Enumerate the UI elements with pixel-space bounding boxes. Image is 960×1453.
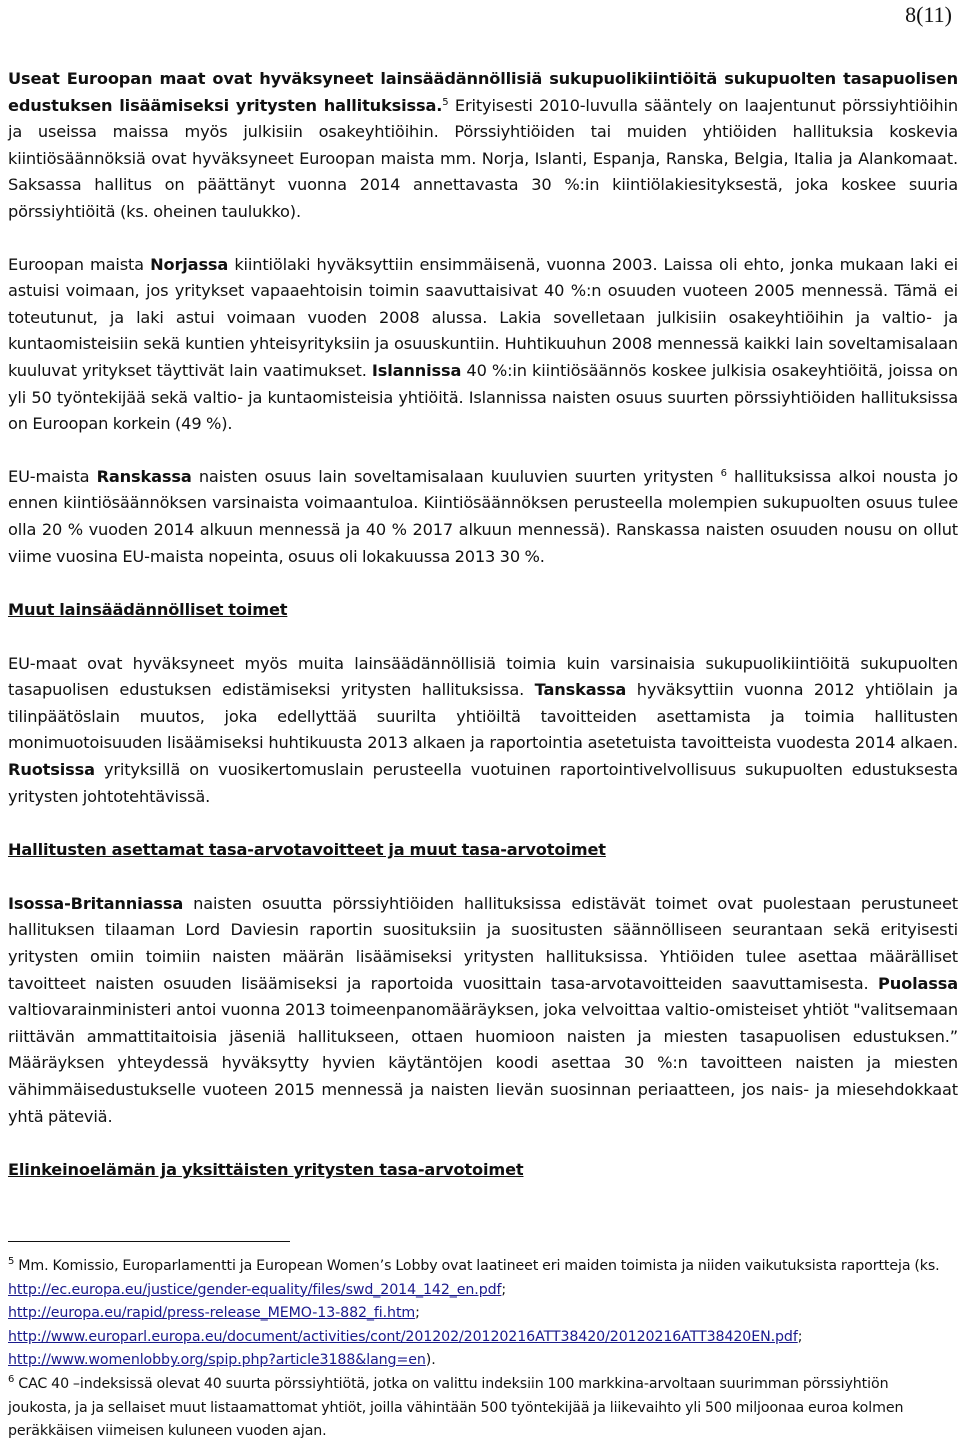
- uk-text: naisten osuutta pörssiyhtiöiden hallituksissa edistävät toimet ovat puolestaan perustuneet hallituksen tilaaman Lord Daviesin raportin suosituksiin ja suositusten säännölliseen seurantaan sekä erityisesti yritysten omiin toimiin naisten määrän lisäämiseksi yritysten hallituksissa. Yhtiöiden tulee asettaa määrälliset tavoitteet naisten osuuden lisäämiseksi ja raportoida vuosittain tasa-arvotavoitteiden saavuttamisesta.: [8, 893, 958, 993]
- other-legislation-text-b: hyväksyttiin vuonna 2012 yhtiölain ja tilinpäätöslain muutos, joka edellyttää suurilta yhtiöiltä tavoitteiden asettamista ja toimia hallitusten monimuotoisuuden lisäämiseksi huhtikuusta 2013 alkaen ja raportointia asetetuista tavoitteista vuodesta 2014 alkaen.: [8, 680, 958, 753]
- country-isossa-britanniassa: Isossa-Britanniassa: [8, 893, 184, 913]
- norway-text-a: Euroopan maista: [8, 254, 151, 274]
- paragraph-france: [8, 464, 958, 570]
- document-body: [8, 66, 958, 1184]
- footnote-link-ec-europa[interactable]: http://ec.europa.eu/justice/gender-equality/files/swd_2014_142_en.pdf: [8, 1281, 502, 1298]
- intro-text: Erityisesti 2010-luvulla sääntely on laajentunut pörssiyhtiöihin ja useissa maissa myös julkisiin osakeyhtiöihin. Pörssiyhtiöiden tai muiden yhtiöiden hallituksia koskevia kiintiösäännöksiä ovat hyväksyneet Euroopan maista mm. Norja, Islanti, Espanja, Ranska, Belgia, Italia ja Alankomaat. Saksassa hallitus on päättänyt vuonna 2014 annettavasta 30 %:in kiintiölakiesityksestä, joka koskee suuria pörssiyhtiöitä (ks. oheinen taulukko).: [8, 95, 958, 221]
- footnote-6-mark: 6: [8, 1373, 15, 1385]
- country-ruotsissa: Ruotsissa: [8, 760, 95, 780]
- footnote-ref-6[interactable]: 6: [720, 467, 727, 479]
- other-legislation-text-c: yrityksillä on vuosikertomuslain perusteella vuotuinen raportointivelvollisuus sukupuolten edustuksesta yritysten johtotehtävissä.: [8, 760, 958, 806]
- country-norjassa: Norjassa: [150, 254, 229, 274]
- footnote-ref-5[interactable]: 5: [442, 96, 449, 108]
- france-text-a: EU-maista: [8, 466, 97, 486]
- footnote-link-europa-rapid[interactable]: http://europa.eu/rapid/press-release_MEMO-13-882_fi.htm: [8, 1305, 416, 1322]
- paragraph-other-legislation: [8, 651, 958, 811]
- paragraph-government-targets: [8, 891, 958, 1130]
- other-legislation-text-a: EU-maat ovat hyväksyneet myös muita lainsäädännöllisiä toimia kuin varsinaisia sukupuolikiintiöitä sukupuolten tasapuolisen edustuksen edistämiseksi yritysten hallituksissa.: [8, 653, 958, 700]
- section-heading-government-targets: Hallitusten asettamat tasa-arvotavoitteet ja muut tasa-arvotoimet: [8, 840, 606, 860]
- footnote-separator: [8, 1241, 290, 1242]
- footnote-6-text: CAC 40 –indeksissä olevat 40 suurta pörssiyhtiötä, jotka on valittu indeksiin 100 markkina-arvoltaan suurimman pörssiyhtiön joukosta, ja ja sellaiset muut listaamattomat yhtiöt, joilla vähintään 500 työntekijää ja liikevaihto yli 500 miljoonaa euroa kolmen peräkkäisen viimeisen kuluneen vuoden ajan.: [8, 1375, 904, 1440]
- footnote-link-europarl[interactable]: http://www.europarl.europa.eu/document/activities/cont/201202/20120216ATT38420/20120216ATT38420EN.pdf: [8, 1328, 798, 1345]
- section-heading-other-legislation: Muut lainsäädännölliset toimet: [8, 600, 288, 620]
- france-text-c: hallituksissa alkoi nousta jo ennen kiintiösäännöksen varsinaista voimaantuloa. Kiintiösäännöksen perusteella molempien sukupuolten osuus tulee olla 20 % vuoden 2014 alkuun mennessä ja 40 % 2017 alkuun mennessä). Ranskassa naisten osuuden nousu on ollut viime vuosina EU-maista nopeinta, osuus oli lokakuussa 2013 30 %.: [8, 466, 959, 566]
- footnote-5: [8, 1255, 953, 1373]
- france-text-b: naisten osuus lain soveltamisalaan kuuluvien suurten yritysten: [191, 466, 721, 486]
- iceland-text: 40 %:in kiintiösäännös koskee julkisia osakeyhtiöitä, joissa on yli 50 työntekijää sekä valtio- ja kuntaomisteisia yhtiöitä. Islannissa naisten osuus suurten pörssiyhtiöiden hallituksissa on Euroopan korkein (49 %).: [8, 360, 958, 434]
- country-tanskassa: Tanskassa: [534, 680, 627, 700]
- intro-bold-text: Useat Euroopan maat ovat hyväksyneet lainsäädännöllisiä sukupuolikiintiöitä sukupuolten tasapuolisen edustuksen lisäämiseksi yritysten hallituksissa.: [8, 69, 958, 115]
- footnote-close: ).: [425, 1352, 436, 1369]
- paragraph-norway-iceland: [8, 252, 958, 438]
- country-puolassa: Puolassa: [878, 973, 958, 993]
- section-heading-business-equality: Elinkeinoelämän ja yksittäisten yritysten tasa-arvotoimet: [8, 1160, 524, 1180]
- country-islannissa: Islannissa: [371, 360, 462, 380]
- poland-text: valtiovarainministeri antoi vuonna 2013 toimeenpanomääräyksen, joka velvoittaa valtio-omisteiset yhtiöt "valitsemaan riittävän ammattitaitoisia jäseniä hallitukseen, ottaen huomioon naisten ja miesten tasapuolisen edustuksen.” Määräyksen yhteydessä hyväksytty hyvien käytäntöjen koodi asettaa 30 %:n tavoitteen naisten ja miesten vähimmäisedustukselle vuoteen 2015 mennessä ja naisten lievän suosinnan periaatteen, jos nais- ja miesehdokkaat yhtä päteviä.: [8, 1000, 958, 1126]
- footnote-separator-semicolon: ;: [501, 1281, 507, 1298]
- footnote-5-text: Mm. Komissio, Europarlamentti ja European Women’s Lobby ovat laatineet eri maiden toimista ja niiden vaikutuksista raportteja (ks.: [18, 1258, 940, 1274]
- norway-text-b: kiintiölaki hyväksyttiin ensimmäisenä, vuonna 2003. Laissa oli ehto, jonka mukaan laki ei astuisi voimaan, jos yritykset vapaaehtoisin toimin saavuttaisivat 40 %:n osuuden vuoteen 2005 mennessä. Tämä ei toteutunut, ja laki astui voimaan vuoden 2008 alussa. Lakia sovelletaan julkisiin osakeyhtiöihin ja valtio- ja kuntaomisteisiin sekä kuntien yhteisyrityksiin ja osuuskuntiin. Huhtikuuhun 2008 mennessä kaikki lain soveltamisalaan kuuluvat yritykset täyttivät lain vaatimukset.: [8, 254, 958, 380]
- footnote-5-mark: 5: [8, 1256, 15, 1267]
- country-ranskassa: Ranskassa: [96, 466, 192, 486]
- paragraph-quotas-intro: [8, 66, 958, 226]
- footnote-link-womenlobby[interactable]: http://www.womenlobby.org/spip.php?article3188&lang=en: [8, 1352, 426, 1369]
- page-number: 8(11): [905, 2, 952, 27]
- footnote-6: [8, 1373, 953, 1444]
- footnote-separator-semicolon: ;: [797, 1328, 803, 1345]
- footnote-separator-semicolon: ;: [415, 1305, 420, 1322]
- footnotes: [8, 1255, 953, 1444]
